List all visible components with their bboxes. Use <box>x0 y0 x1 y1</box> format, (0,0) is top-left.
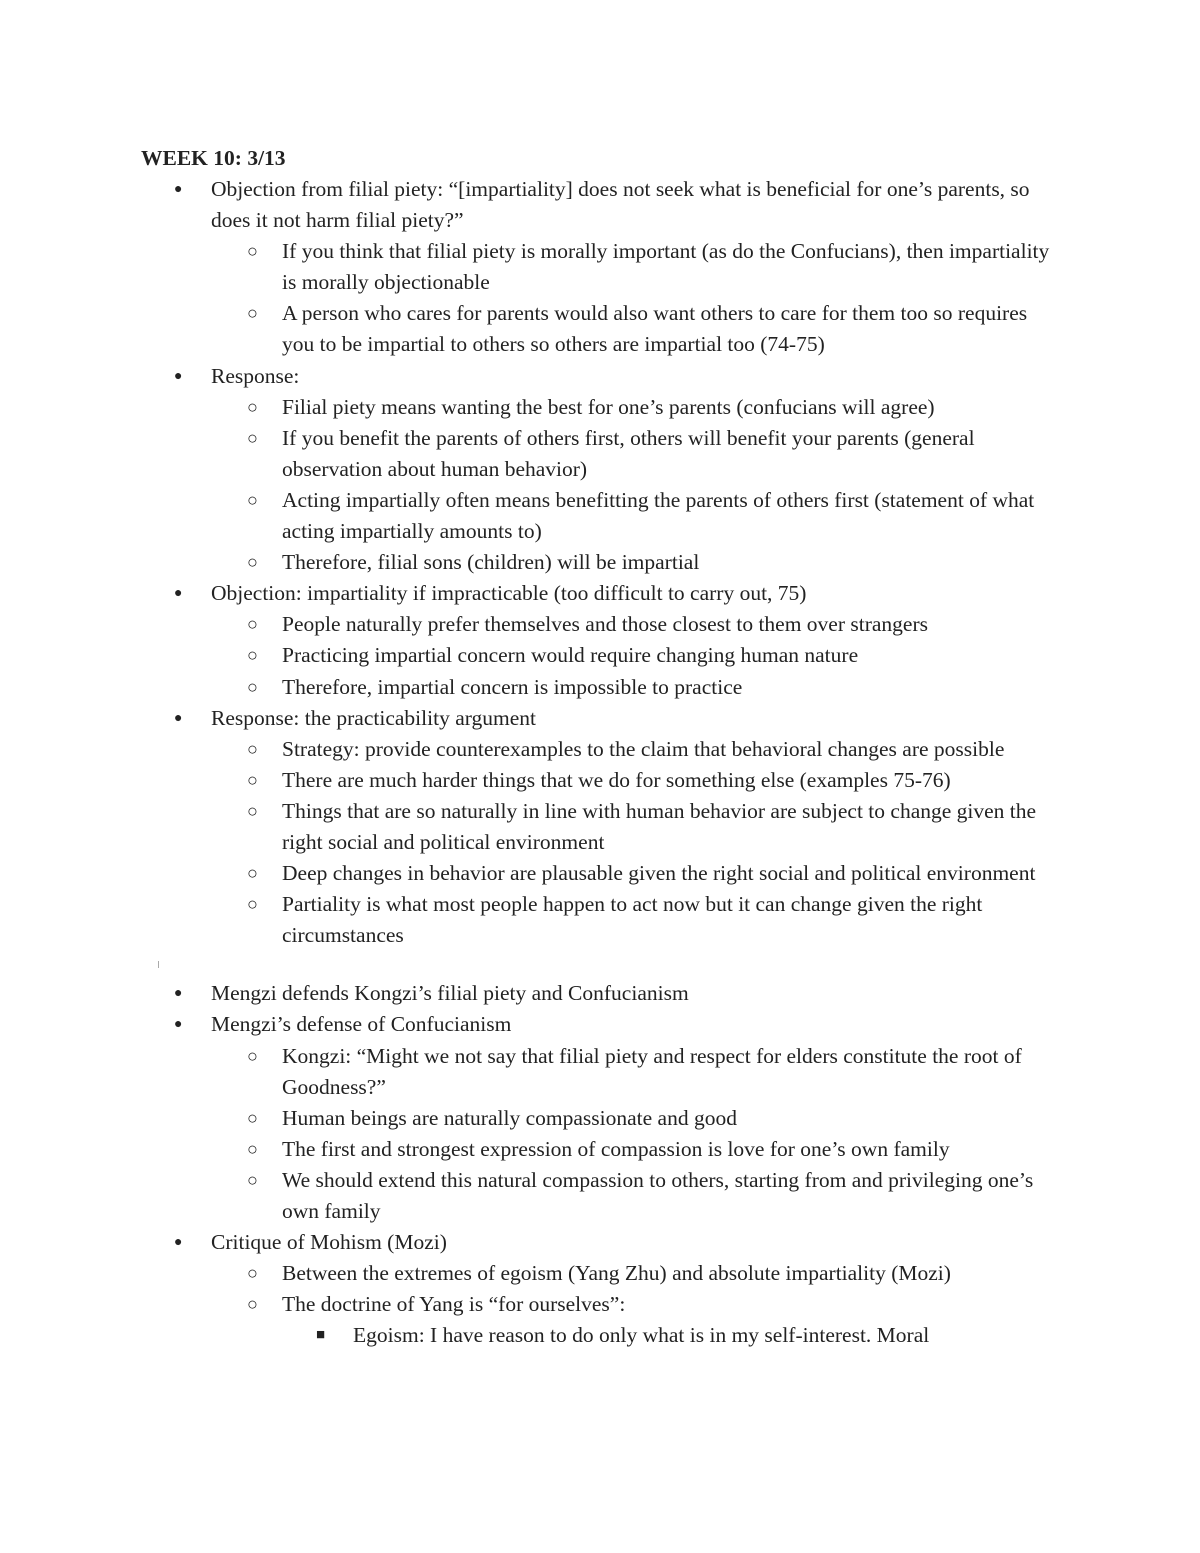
list-item-level-2 <box>0 889 1062 951</box>
list-item-level-2 <box>0 609 1062 640</box>
list-item-level-1 <box>0 361 1061 392</box>
list-item-text: Critique of Mohism (Mozi) <box>211 1230 447 1255</box>
filled-circle-bullet-icon: ● <box>174 1017 183 1033</box>
list-item-text: Response: the practicability argument <box>211 705 536 730</box>
hollow-circle-bullet-icon: ○ <box>247 894 258 915</box>
hollow-circle-bullet-icon: ○ <box>247 1263 258 1284</box>
list-item-text: There are much harder things that we do for something else (examples 75-76) <box>282 767 951 792</box>
filled-circle-bullet-icon: ● <box>174 368 183 384</box>
hollow-circle-bullet-icon: ○ <box>247 1294 258 1315</box>
hollow-circle-bullet-icon: ○ <box>247 303 258 324</box>
hollow-circle-bullet-icon: ○ <box>247 676 258 697</box>
hollow-circle-bullet-icon: ○ <box>247 552 258 573</box>
filled-circle-bullet-icon: ● <box>174 182 183 197</box>
hollow-circle-bullet-icon: ○ <box>247 645 258 666</box>
list-item-text: Between the extremes of egoism (Yang Zhu) and absolute impartiality (Mozi) <box>282 1261 951 1286</box>
list-item-text: Mengzi defends Kongzi’s filial piety and Confucianism <box>211 981 689 1006</box>
list-item-level-2 <box>0 392 1062 423</box>
hollow-circle-bullet-icon: ○ <box>247 1107 258 1128</box>
list-item-text: Acting impartially often means benefitting the parents of others first (statement of what acting impartially amounts to) <box>282 487 1035 544</box>
list-item-level-2 <box>0 1289 1062 1320</box>
list-item-text: We should extend this natural compassion to others, starting from and privileging one’s own family <box>282 1167 1034 1223</box>
list-item-level-3 <box>0 1320 1063 1351</box>
list-item-level-2 <box>0 1258 1062 1289</box>
list-item-level-2 <box>0 1165 1062 1227</box>
list-item-level-2 <box>0 734 1062 765</box>
list-item-text: A person who cares for parents would also want others to care for them too so requires you to be impartial to others so others are impartial too (74-75) <box>282 301 1028 357</box>
hollow-circle-bullet-icon: ○ <box>247 427 258 448</box>
list-item-text: Therefore, impartial concern is impossible to practice <box>282 674 743 699</box>
square-bullet-icon: ■ <box>316 1327 326 1344</box>
list-item-text: Human beings are naturally compassionate and good <box>282 1105 737 1130</box>
hollow-circle-bullet-icon: ○ <box>247 800 258 821</box>
hollow-circle-bullet-icon: ○ <box>247 396 258 417</box>
list-item-level-1 <box>0 578 1061 609</box>
filled-circle-bullet-icon: ● <box>174 586 183 602</box>
list-item-text: Response: <box>211 363 300 388</box>
filled-circle-bullet-icon: ● <box>174 986 183 1002</box>
list-item-text: The first and strongest expression of compassion is love for one’s own family <box>282 1136 950 1161</box>
list-item-text: Egoism: I have reason to do only what is in my self-interest. Moral <box>353 1323 930 1348</box>
list-item-level-2 <box>0 672 1062 703</box>
blank-line <box>0 951 1200 978</box>
list-item-text: Filial piety means wanting the best for one’s parents (confucians will agree) <box>282 394 935 419</box>
list-item-text: If you benefit the parents of others first, others will benefit your parents (general observation about human behavior) <box>282 425 975 481</box>
list-item-text: Objection: impartiality if impracticable (too difficult to carry out, 75) <box>211 581 807 606</box>
list-item-level-2 <box>0 640 1062 671</box>
list-item-level-2 <box>0 1041 1062 1103</box>
filled-circle-bullet-icon: ● <box>174 710 183 726</box>
list-item-text: The doctrine of Yang is “for ourselves”: <box>282 1292 626 1317</box>
list-item-level-2 <box>0 1103 1062 1134</box>
notes-list <box>0 174 1200 1351</box>
hollow-circle-bullet-icon: ○ <box>247 738 258 759</box>
list-item-level-2 <box>0 858 1062 889</box>
list-item-level-2 <box>0 485 1062 547</box>
list-item-level-2 <box>0 547 1062 578</box>
list-item-level-1 <box>0 174 1061 236</box>
list-item-level-1 <box>0 703 1061 734</box>
list-item-text: Objection from filial piety: “[impartiality] does not seek what is beneficial for one’s parents, so does it not harm filial piety?” <box>211 177 1030 233</box>
list-item-text: Practicing impartial concern would require changing human nature <box>282 643 859 668</box>
list-item-level-2 <box>0 423 1062 485</box>
hollow-circle-bullet-icon: ○ <box>247 863 258 884</box>
list-item-text: Partiality is what most people happen to act now but it can change given the right circumstances <box>282 892 983 948</box>
list-item-text: Therefore, filial sons (children) will be impartial <box>282 550 700 575</box>
hollow-circle-bullet-icon: ○ <box>247 1045 258 1066</box>
list-item-level-2 <box>0 765 1062 796</box>
list-item-text: Strategy: provide counterexamples to the claim that behavioral changes are possible <box>282 736 1005 761</box>
list-item-level-2 <box>0 298 1062 360</box>
list-item-level-1 <box>0 1227 1061 1258</box>
hollow-circle-bullet-icon: ○ <box>247 769 258 790</box>
list-item-text: Kongzi: “Might we not say that filial piety and respect for elders constitute the root of Goodness?” <box>282 1043 1022 1099</box>
filled-circle-bullet-icon: ● <box>174 1235 183 1251</box>
list-item-level-2 <box>0 236 1062 298</box>
list-item-level-2 <box>0 1134 1062 1165</box>
list-item-text: Deep changes in behavior are plausable given the right social and political environment <box>282 861 1036 886</box>
hollow-circle-bullet-icon: ○ <box>247 1138 258 1159</box>
list-item-text: Things that are so naturally in line with human behavior are subject to change given the right social and political environment <box>282 798 1037 854</box>
list-item-text: People naturally prefer themselves and those closest to them over strangers <box>282 612 928 637</box>
list-item-level-1 <box>0 978 1061 1009</box>
hollow-circle-bullet-icon: ○ <box>247 1169 258 1190</box>
list-item-text: Mengzi’s defense of Confucianism <box>211 1012 512 1037</box>
hollow-circle-bullet-icon: ○ <box>247 241 258 262</box>
hollow-circle-bullet-icon: ○ <box>247 614 258 635</box>
list-item-text: If you think that filial piety is morally important (as do the Confucians), then impartiality is morally objectionable <box>282 239 1050 295</box>
cursor-mark <box>158 961 159 968</box>
list-item-level-1 <box>0 1009 1061 1040</box>
list-item-level-2 <box>0 796 1062 858</box>
hollow-circle-bullet-icon: ○ <box>247 489 258 510</box>
page-title: WEEK 10: 3/13 <box>141 146 286 170</box>
